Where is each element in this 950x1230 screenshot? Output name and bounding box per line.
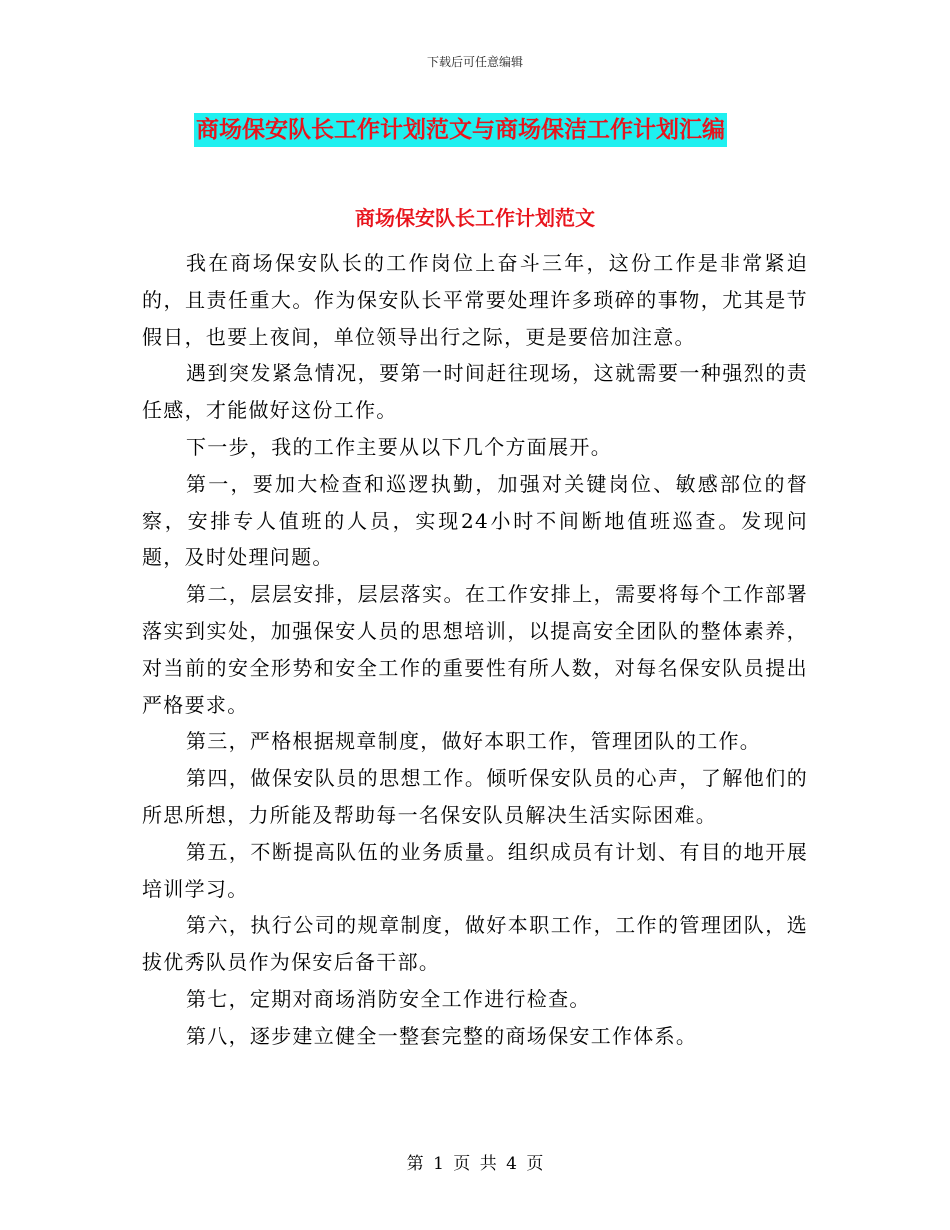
paragraph: 第一，要加大检查和巡逻执勤，加强对关键岗位、敏感部位的督察，安排专人值班的人员，实现24小时不间断地值班巡查。发现问题，及时处理问题。 <box>142 471 808 570</box>
page-number: 第 1 页 共 4 页 <box>406 1154 544 1174</box>
document-title: 商场保安队长工作计划范文与商场保洁工作计划汇编 <box>194 113 727 147</box>
paragraph: 第七，定期对商场消防安全工作进行检查。 <box>186 986 591 1011</box>
header-note: 下载后可任意编辑 <box>426 55 523 69</box>
paragraph: 遇到突发紧急情况，要第一时间赶往现场，这就需要一种强烈的责任感，才能做好这份工作。 <box>142 361 808 423</box>
paragraph: 第八，逐步建立健全一整套完整的商场保安工作体系。 <box>186 1023 698 1048</box>
document-body <box>142 245 808 1055</box>
paragraph: 我在商场保安队长的工作岗位上奋斗三年，这份工作是非常紧迫的，且责任重大。作为保安队长平常要处理许多琐碎的事物，尤其是节假日，也要上夜间，单位领导出行之际，更是要倍加注意。 <box>142 251 808 349</box>
paragraph: 第五，不断提高队伍的业务质量。组织成员有计划、有目的地开展培训学习。 <box>142 839 808 901</box>
paragraph: 第六，执行公司的规章制度，做好本职工作，工作的管理团队，选拔优秀队员作为保安后备干部。 <box>142 913 808 975</box>
paragraph: 第二，层层安排，层层落实。在工作安排上，需要将每个工作部署落实到实处，加强保安人员的思想培训，以提高安全团队的整体素养，对当前的安全形势和安全工作的重要性有所人数，对每名保安队员提出严格要求。 <box>142 582 808 717</box>
paragraph: 第四，做保安队员的思想工作。倾听保安队员的心声，了解他们的所思所想，力所能及帮助每一名保安队员解决生活实际困难。 <box>142 766 808 827</box>
paragraph: 第三，严格根据规章制度，做好本职工作，管理团队的工作。 <box>186 729 762 754</box>
section-title: 商场保安队长工作计划范文 <box>355 206 595 230</box>
paragraph: 下一步，我的工作主要从以下几个方面展开。 <box>186 434 612 459</box>
